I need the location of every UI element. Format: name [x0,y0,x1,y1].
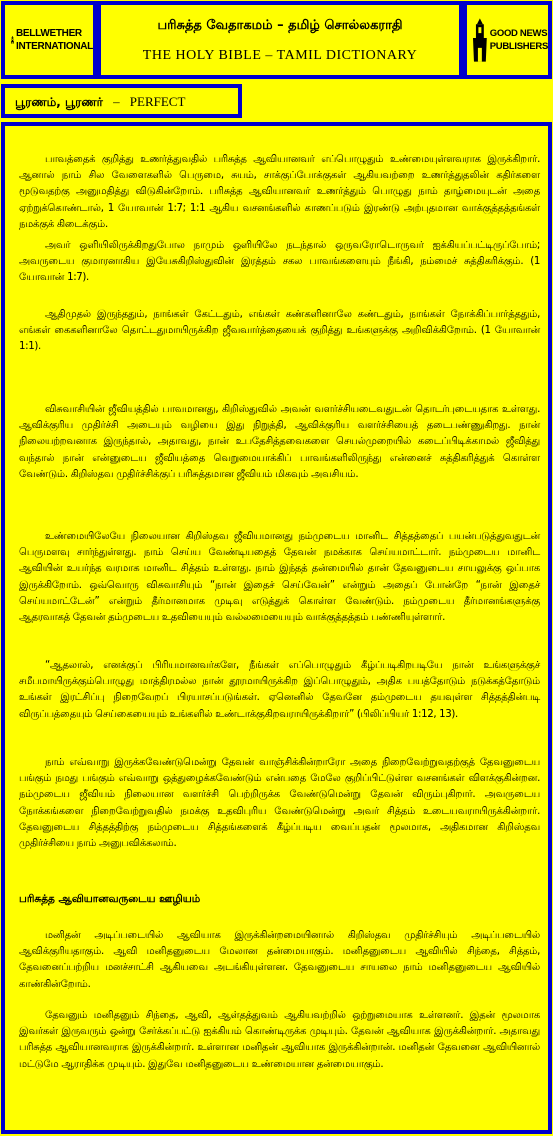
paragraph-2: அவர் ஒளியிலிருக்கிறதுபோல நாமும் ஒளியிலே நடந்தால் ஒருவரோடொருவர் ஐக்கியப்பட்டிருப்போம்; அவருடைய குமாரனாகிய இயேசுகிறிஸ்துவின் இரத்தம் சகல பாவங்களையும் நீங்கி, நம்மைச் சுத்திகரிக்கும். (1 யோவான் 1:7). [19,240,540,284]
paragraph-1: பாவத்தைக் குறித்து உணர்த்துவதில் பரிசுத்த ஆவியானவர் எப்பொழுதும் உண்மையுள்ளவராக இருக்கிறார். ஆனால் நாம் சில வேளைகளில் பெருமை, சுயம், சாக்குப்போக்குகள் ஆகியவற்றை உணர்த்துதலின் கதிர்களை மூடுவதற்கு அனுமதித்து விடுகின்றோம். பரிசுத்த ஆவியானவர் உணர்த்தும் பொழுது நாம் தாழ்மையுடன் அதை ஏற்றுக்கொண்டால், 1 யோவான் 1:7; 1:1 ஆகிய வசனங்களில் காணப்படும் இரண்டு அற்புதமான வாக்குத்தத்தங்கள் நமக்குக் கிடைக்கும். [19,154,540,230]
word-english: PERFECT [129,94,186,109]
paragraph-5: உண்மையிலேயே நிலையான கிறிஸ்தவ ஜீவியமானது நம்முடைய மானிட சித்தத்தைப் பயன்படுத்துவதுடன் பெருமளவு சார்ந்துள்ளது. நாம் செய்ய வேண்டியதைத் தேவன் நமக்காக செய்யமாட்டார். நம்முடைய மானிட ஆவியின் உயர்ந்த வரமாக மானிட சித்தம் உள்ளது. நாம் இந்தத் தன்மையில் தான் தேவனுடைய சாயலுக்கு ஒப்பாக இருக்கிறோம். ஒவ்வொரு விசுவாசியும் “நான் இதைச் செய்வேன்” என்றும் அதைப் போன்றே “நான் இதைச் செய்யமாட்டேன்” என்றும் தீர்மானமாக முடிவு எடுத்துக் கொள்ள வேண்டும். நம்முடைய தீர்மானங்களுக்கு ஆதரவாகத் தேவன் தம்முடைய உதவியையும் வல்லமையையும் வாக்குத்தத்தம் பண்ணியுள்ளார். [19,531,540,624]
content-panel [1,122,552,1134]
tower-icon [472,18,488,62]
title-english: THE HOLY BIBLE – TAMIL DICTIONARY [142,48,418,63]
good-news-logo [463,1,552,79]
paragraph-7: நாம் எவ்வாறு இருக்கவேண்டுமென்று தேவன் வாஞ்சிக்கின்றாரோ அதை நிறைவேற்றுவதற்குத் தேவனுடைய பங்கும் நமது பங்கும் எவ்வாறு ஒத்துழைக்கவேண்டும் என்பதை மேலே குறிப்பிட்டுள்ள வசனங்கள் விளக்குகின்றன. நம்முடைய ஜீவியம் நிலையான வளர்ச்சி பெற்றிருக்க வேண்டுமென்று தேவன் விரும்புகிறார். அவருடைய நோக்கங்களை நிறைவேற்றுவதில் நமக்கு உதவிபுரிய வேண்டுமென்று அவர் சித்தம் உடையவராயிருக்கின்றார். தேவனுடைய சித்தத்திற்கு நம்முடைய சித்தங்களைக் கீழ்ப்படிய வைப்பதன் மூலமாக, அதிகமான கிறிஸ்தவ முதிர்ச்சியை நாம் அனுபவிக்கலாம். [19,757,540,850]
bell-tower-icon [11,18,14,62]
left-logo-line2: INTERNATIONAL [15,41,93,52]
right-logo-line2: PUBLISHERS [489,41,548,52]
right-logo-line1: GOOD NEWS [489,28,548,39]
section-paragraph-1: மனிதன் அடிப்படையில் ஆவியாக இருக்கின்றமையினால் கிறிஸ்தவ முதிர்ச்சியும் அடிப்படையில் ஆவிக்குரியதாகும். ஆவி மனிதனுடைய மேலான தன்மையாகும். மனிதனுடைய ஆவியில் சிந்தை, சித்தம், தேவனைப்பற்றிய மனச்சாட்சி ஆகியவை அடங்கியுள்ளன. தேவனுடைய சாயலை நாம் மனிதனுடைய ஆவியில் காண்கின்றோம். [19,930,540,990]
bellwether-logo [1,1,97,79]
section-heading: பரிசுத்த ஆவியானவருடைய ஊழியம் [19,893,201,905]
paragraph-3: ஆதிமுதல் இருந்ததும், நாங்கள் கேட்டதும், எங்கள் கண்களினாலே கண்டதும், நாங்கள் நோக்கிப்பார்த்ததும், எங்கள் கைகளினாலே தொட்டதுமாயிருக்கிற ஜீவவார்த்தையைக் குறித்து உங்களுக்கு அறிவிக்கிறோம். (1 யோவான் 1:1). [19,309,540,353]
section-paragraph-2: தேவனும் மனிதனும் சிந்தை, ஆவி, ஆள்தத்துவம் ஆகியவற்றில் ஒற்றுமையாக உள்ளனர். இதன் மூலமாக இவர்கள் இருவரும் ஒன்று சேர்க்கப்பட்டு ஐக்கியம் கொண்டிருக்க முடியும். தேவன் ஆவியாக இருக்கின்றார். அதாவது பரிசுத்த ஆவியானவராக இருக்கின்றார். உள்ளான மனிதன் ஆவியாக இருக்கின்றான். மனிதன் தேவனை ஆவியினால் மட்டுமே ஆராதிக்க முடியும். இதுவே மனிதனுடைய உண்மையான தன்மையாகும். [19,1010,540,1070]
word-entry [15,94,185,111]
paragraph-4: விசுவாசியின் ஜீவியத்தில் பாவமானது, கிறிஸ்துவில் அவன் வளர்ச்சியடைவதுடன் தொடர்புடையதாக உள்ளது. ஆவிக்குரிய முதிர்ச்சி அடையும் வழியை இது நிறுத்தி, ஆவிக்குரிய வளர்ச்சியைத் தடைபண்ணுகிறது. நான் நிலையற்றவனாக இருந்தால், அதாவது, நான் உபதேசித்தவைகளை செயல்முறையில் கடைப்பிடிக்காமல் ஜீவித்து வந்தால் நான் என்னுடைய ஜீவியத்தை வெறுமையாக்கிப் பாவங்களிலிருந்து என்னைச் சுத்திகரித்துக் கொள்ள வேண்டும். கிறிஸ்தவ முதிர்ச்சிக்குப் பரிசுத்தமான ஜீவியம் மிகவும் அவசியம். [19,404,540,480]
left-logo-line1: BELLWETHER [15,28,82,39]
word-entry-box [1,84,242,118]
title-tamil: பரிசுத்த வேதாகமம் – தமிழ் சொல்லகராதி [157,18,403,33]
word-tamil: பூரணம், பூரணர் [15,95,103,109]
paragraph-6: “ஆதலால், எனக்குப் பிரியமானவர்களே, நீங்கள் எப்பொழுதும் கீழ்ப்படிகிறபடியே நான் உங்களுக்குச் சமீபமாயிருக்கும்பொழுது மாத்திரமல்ல நான் தூரமாயிருக்கிற இப்பொழுதும், அதிக பயத்தோடும் நடுக்கத்தோடும் உங்கள் இரட்சிப்பு நிறைவேறப் பிரயாசப்படுங்கள். ஏனெனில் தேவனே தம்முடைய தயவுள்ள சித்தத்தின்படி விருப்பத்தையும் செய்கையையும் உங்களில் உண்டாக்குகிறவராயிருக்கிறார்” (பிலிப்பியர் 1:12, 13). [19,660,540,720]
title-banner [97,1,463,79]
word-separator: – [113,94,120,109]
